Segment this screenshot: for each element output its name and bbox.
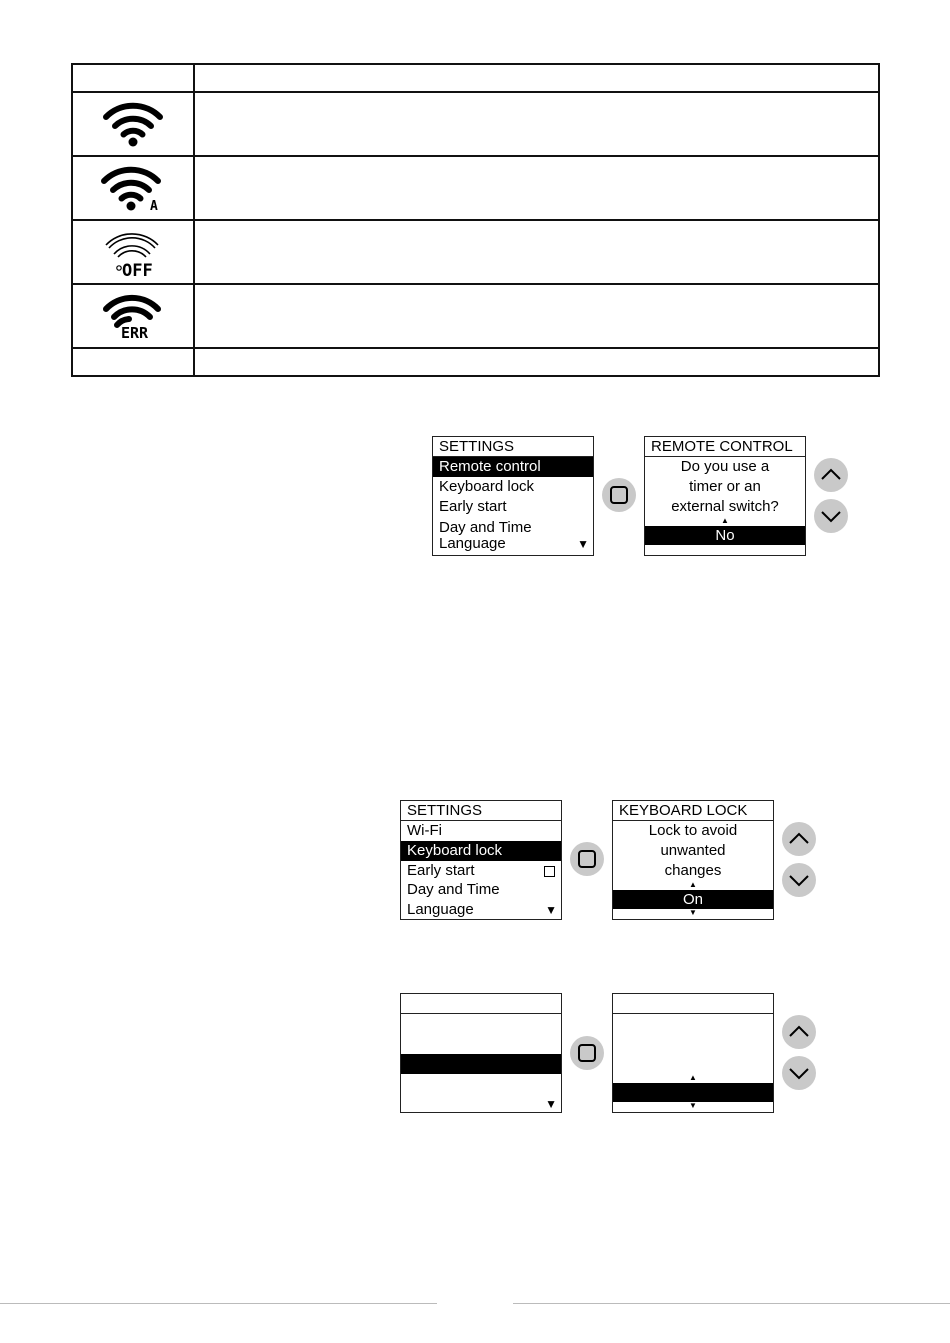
wifi-ap-label: A bbox=[150, 199, 158, 213]
header-description-cell bbox=[194, 64, 879, 92]
up-button[interactable] bbox=[782, 1015, 816, 1049]
settings-menu-screen bbox=[400, 993, 562, 1113]
value-screen bbox=[612, 993, 774, 1113]
ok-button[interactable] bbox=[602, 478, 636, 512]
selected-value[interactable]: On bbox=[613, 890, 773, 909]
header-icon-cell bbox=[72, 64, 194, 92]
icon-cell bbox=[72, 348, 194, 376]
menu-item-label: Language bbox=[439, 535, 506, 552]
value-up-indicator bbox=[613, 881, 773, 890]
selected-value[interactable]: No bbox=[645, 526, 805, 545]
wifi-status-icon-table bbox=[71, 63, 880, 377]
chevron-up-icon bbox=[782, 822, 816, 856]
prompt-line bbox=[613, 1034, 773, 1054]
description-cell bbox=[194, 92, 879, 156]
prompt-line: external switch? bbox=[671, 498, 779, 515]
menu-item[interactable] bbox=[401, 1034, 561, 1054]
icon-cell bbox=[72, 156, 194, 220]
remote-control-screen bbox=[644, 436, 806, 556]
prompt-line: changes bbox=[664, 862, 722, 879]
menu-item-wifi[interactable]: Wi-Fi bbox=[407, 822, 442, 839]
menu-item-language[interactable] bbox=[433, 535, 593, 553]
chevron-down-icon bbox=[782, 1056, 816, 1090]
chevron-down-icon bbox=[782, 863, 816, 897]
menu-item-label: Language bbox=[407, 901, 474, 918]
menu-item-label: Early start bbox=[407, 862, 475, 879]
menu-item-selected[interactable] bbox=[401, 1054, 561, 1074]
prompt-line: Do you use a bbox=[680, 458, 770, 475]
table-row bbox=[72, 92, 879, 156]
menu-item-language[interactable] bbox=[401, 900, 561, 919]
scroll-down-icon: ▼ bbox=[577, 537, 589, 551]
down-button[interactable] bbox=[782, 863, 816, 897]
menu-item-remote-control[interactable]: Remote control bbox=[433, 457, 593, 477]
screen-title bbox=[401, 994, 561, 1014]
table-row bbox=[72, 156, 879, 220]
prompt-line bbox=[613, 1014, 773, 1034]
prompt-line bbox=[613, 1054, 773, 1074]
menu-item[interactable] bbox=[401, 1014, 561, 1034]
menu-item-keyboard-lock[interactable]: Keyboard lock bbox=[439, 478, 535, 495]
up-arrow-icon: ▲ bbox=[721, 516, 729, 525]
menu-item-early-start[interactable]: Early start bbox=[439, 498, 507, 515]
square-ok-icon bbox=[578, 1044, 596, 1062]
square-ok-icon bbox=[578, 850, 596, 868]
up-arrow-icon: ▲ bbox=[689, 1073, 697, 1082]
description-cell bbox=[194, 348, 879, 376]
icon-cell bbox=[72, 92, 194, 156]
table-row bbox=[72, 284, 879, 348]
up-button[interactable] bbox=[814, 458, 848, 492]
prompt-line: Lock to avoid bbox=[648, 822, 738, 839]
down-arrow-icon: ▼ bbox=[689, 908, 697, 917]
screen-title: SETTINGS bbox=[433, 437, 593, 457]
menu-item-day-and-time[interactable]: Day and Time bbox=[439, 519, 532, 536]
prompt-line: unwanted bbox=[660, 842, 726, 859]
menu-item[interactable] bbox=[401, 1094, 561, 1113]
settings-menu-screen bbox=[432, 436, 594, 556]
wifi-error-label: ERR bbox=[121, 323, 149, 340]
icon-cell bbox=[72, 220, 194, 284]
keyboard-lock-screen bbox=[612, 800, 774, 920]
scroll-down-icon: ▼ bbox=[545, 1097, 557, 1111]
table-row bbox=[72, 220, 879, 284]
screen-title bbox=[613, 994, 773, 1014]
ok-button[interactable] bbox=[570, 1036, 604, 1070]
square-ok-icon bbox=[610, 486, 628, 504]
scroll-down-icon: ▼ bbox=[545, 903, 557, 917]
description-cell bbox=[194, 220, 879, 284]
wifi-off-label: OFF bbox=[122, 260, 153, 276]
up-arrow-icon: ▲ bbox=[689, 880, 697, 889]
menu-item[interactable] bbox=[401, 1074, 561, 1094]
chevron-up-icon bbox=[814, 458, 848, 492]
prompt-line: timer or an bbox=[689, 478, 761, 495]
wifi-connected-icon bbox=[103, 100, 163, 148]
footer-divider-left bbox=[0, 1303, 437, 1304]
value-down-indicator bbox=[613, 909, 773, 918]
table-header-row bbox=[72, 64, 879, 92]
settings-menu-screen bbox=[400, 800, 562, 920]
down-arrow-icon: ▼ bbox=[689, 1101, 697, 1110]
down-button[interactable] bbox=[782, 1056, 816, 1090]
wifi-off-icon bbox=[101, 228, 165, 276]
down-button[interactable] bbox=[814, 499, 848, 533]
up-button[interactable] bbox=[782, 822, 816, 856]
value-up-indicator bbox=[613, 1074, 773, 1083]
value-down-indicator bbox=[613, 1102, 773, 1111]
menu-item-day-and-time[interactable]: Day and Time bbox=[407, 881, 500, 898]
wifi-error-icon bbox=[101, 292, 165, 340]
screen-title: SETTINGS bbox=[401, 801, 561, 821]
description-cell bbox=[194, 156, 879, 220]
description-cell bbox=[194, 284, 879, 348]
checkbox-icon bbox=[544, 866, 555, 877]
footer-divider-right bbox=[513, 1303, 950, 1304]
chevron-up-icon bbox=[782, 1015, 816, 1049]
wifi-ap-mode-icon bbox=[101, 164, 165, 212]
value-up-indicator bbox=[645, 517, 805, 526]
table-row bbox=[72, 348, 879, 376]
selected-value[interactable] bbox=[613, 1083, 773, 1102]
menu-item-keyboard-lock[interactable]: Keyboard lock bbox=[401, 841, 561, 861]
ok-button[interactable] bbox=[570, 842, 604, 876]
screen-title: REMOTE CONTROL bbox=[645, 437, 805, 457]
icon-cell bbox=[72, 284, 194, 348]
screen-title: KEYBOARD LOCK bbox=[613, 801, 773, 821]
chevron-down-icon bbox=[814, 499, 848, 533]
menu-item-early-start[interactable] bbox=[401, 861, 561, 881]
